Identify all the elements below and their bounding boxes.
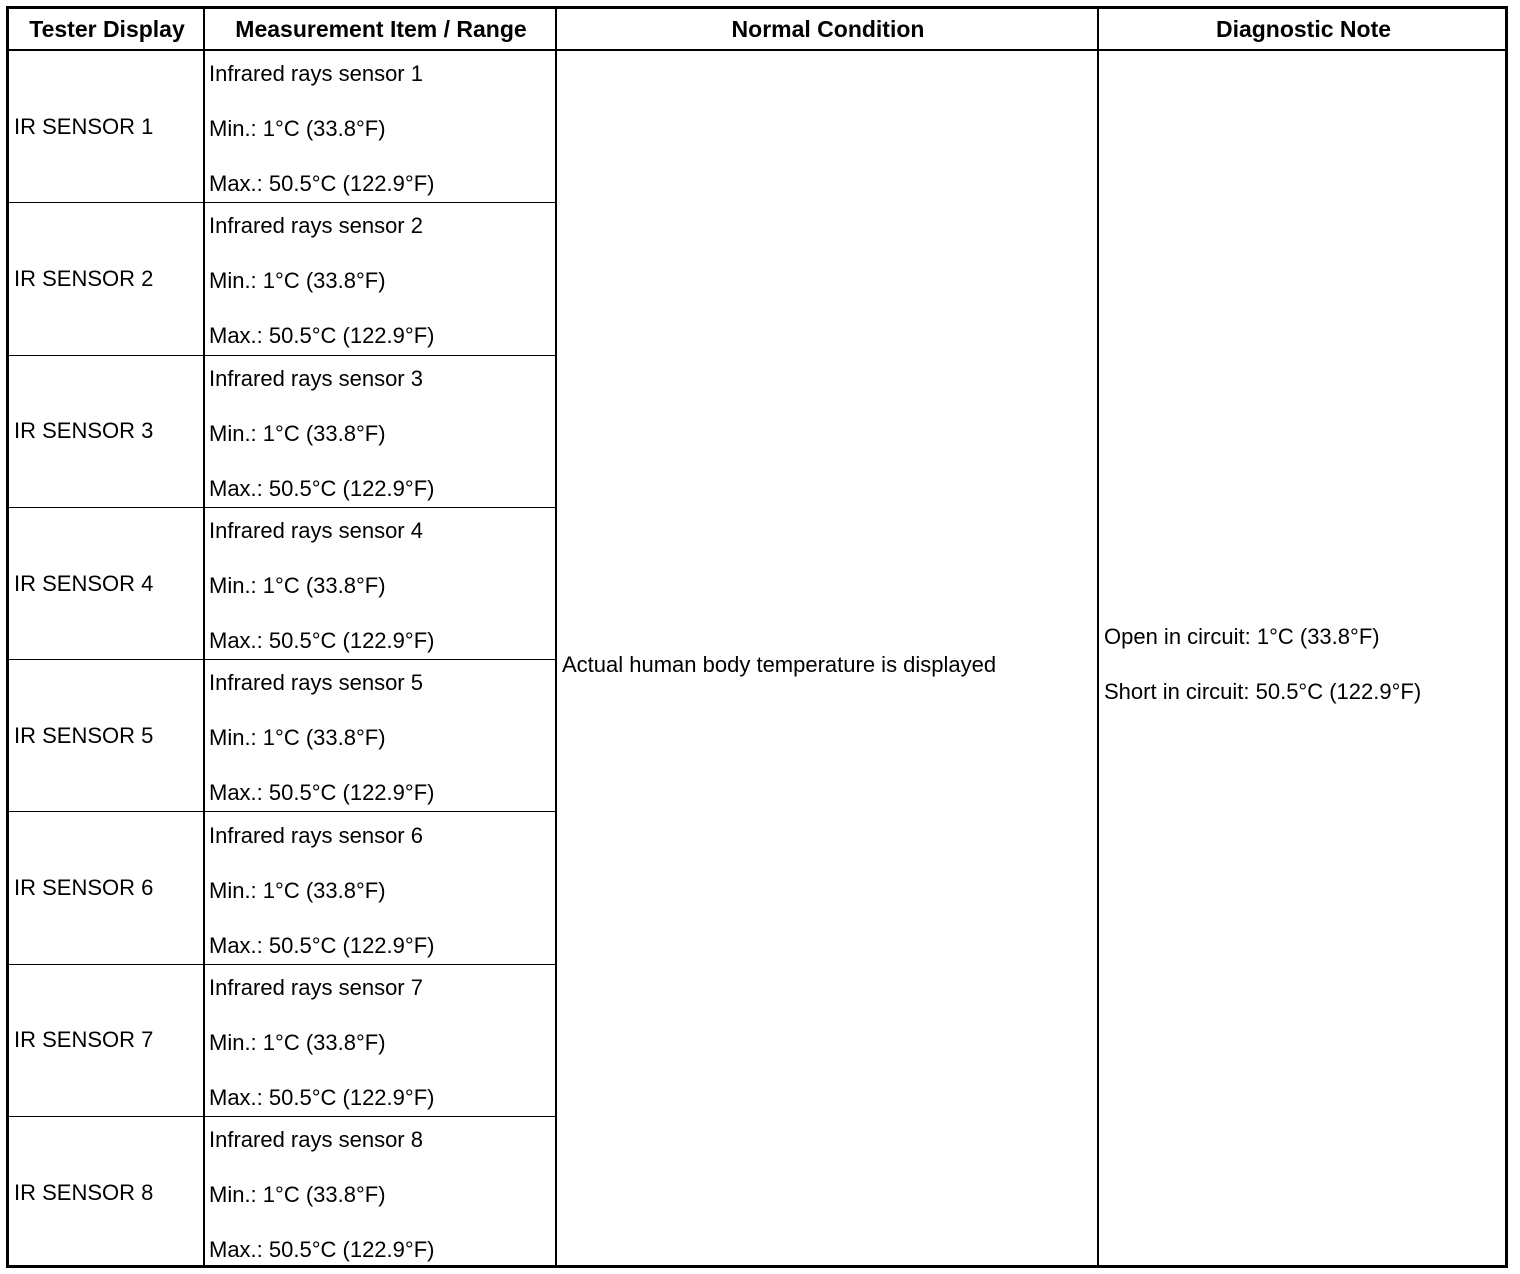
measurement-item: Infrared rays sensor 8 [209,1127,423,1153]
normal-condition-text: Actual human body temperature is displayed [562,652,997,677]
tester-display-cell: IR SENSOR 3 [14,418,154,444]
table-row [9,203,557,355]
table-row [9,508,557,660]
measurement-min: Min.: 1°C (33.8°F) [209,1182,386,1208]
measurement-max: Max.: 50.5°C (122.9°F) [209,475,435,501]
table-row [9,1117,557,1269]
tester-display-cell: IR SENSOR 7 [14,1027,154,1053]
measurement-item: Infrared rays sensor 4 [209,517,423,543]
table-row [9,660,557,812]
diagnostic-note-short: Short in circuit: 50.5°C (122.9°F) [1104,679,1422,704]
diagnostic-note-cell [1099,51,1508,1265]
measurement-max: Max.: 50.5°C (122.9°F) [209,627,435,653]
measurement-item: Infrared rays sensor 5 [209,670,423,696]
table-row [9,965,557,1117]
measurement-item: Infrared rays sensor 7 [209,974,423,1000]
normal-condition-cell [557,51,1099,1265]
measurement-min: Min.: 1°C (33.8°F) [209,877,386,903]
measurement-item: Infrared rays sensor 6 [209,822,423,848]
measurement-min: Min.: 1°C (33.8°F) [209,725,386,751]
measurement-max: Max.: 50.5°C (122.9°F) [209,780,435,806]
measurement-max: Max.: 50.5°C (122.9°F) [209,1084,435,1110]
tester-display-cell: IR SENSOR 4 [14,570,154,596]
header-normal-condition: Normal Condition [557,9,1099,51]
measurement-item: Infrared rays sensor 2 [209,213,423,239]
measurement-min: Min.: 1°C (33.8°F) [209,116,386,141]
measurement-item: Infrared rays sensor 1 [209,61,423,86]
diagnostic-note-open: Open in circuit: 1°C (33.8°F) [1104,624,1380,649]
tester-display-cell: IR SENSOR 8 [14,1180,154,1206]
tester-display-cell: IR SENSOR 6 [14,875,154,901]
measurement-item: Infrared rays sensor 3 [209,365,423,391]
measurement-min: Min.: 1°C (33.8°F) [209,572,386,598]
header-tester-display: Tester Display [9,9,205,51]
tester-display-cell: IR SENSOR 1 [14,113,154,139]
table-row [9,356,557,508]
table-row [9,51,557,203]
measurement-max: Max.: 50.5°C (122.9°F) [209,171,435,196]
header-measurement: Measurement Item / Range [205,9,557,51]
measurement-min: Min.: 1°C (33.8°F) [209,1029,386,1055]
measurement-min: Min.: 1°C (33.8°F) [209,268,386,294]
header-diagnostic-note: Diagnostic Note [1099,9,1508,51]
measurement-max: Max.: 50.5°C (122.9°F) [209,1237,435,1263]
measurement-max: Max.: 50.5°C (122.9°F) [209,323,435,349]
table-row [9,813,557,965]
diagnostic-table [6,6,1508,1268]
tester-display-cell: IR SENSOR 2 [14,265,154,291]
tester-display-cell: IR SENSOR 5 [14,722,154,748]
measurement-max: Max.: 50.5°C (122.9°F) [209,932,435,958]
measurement-min: Min.: 1°C (33.8°F) [209,420,386,446]
